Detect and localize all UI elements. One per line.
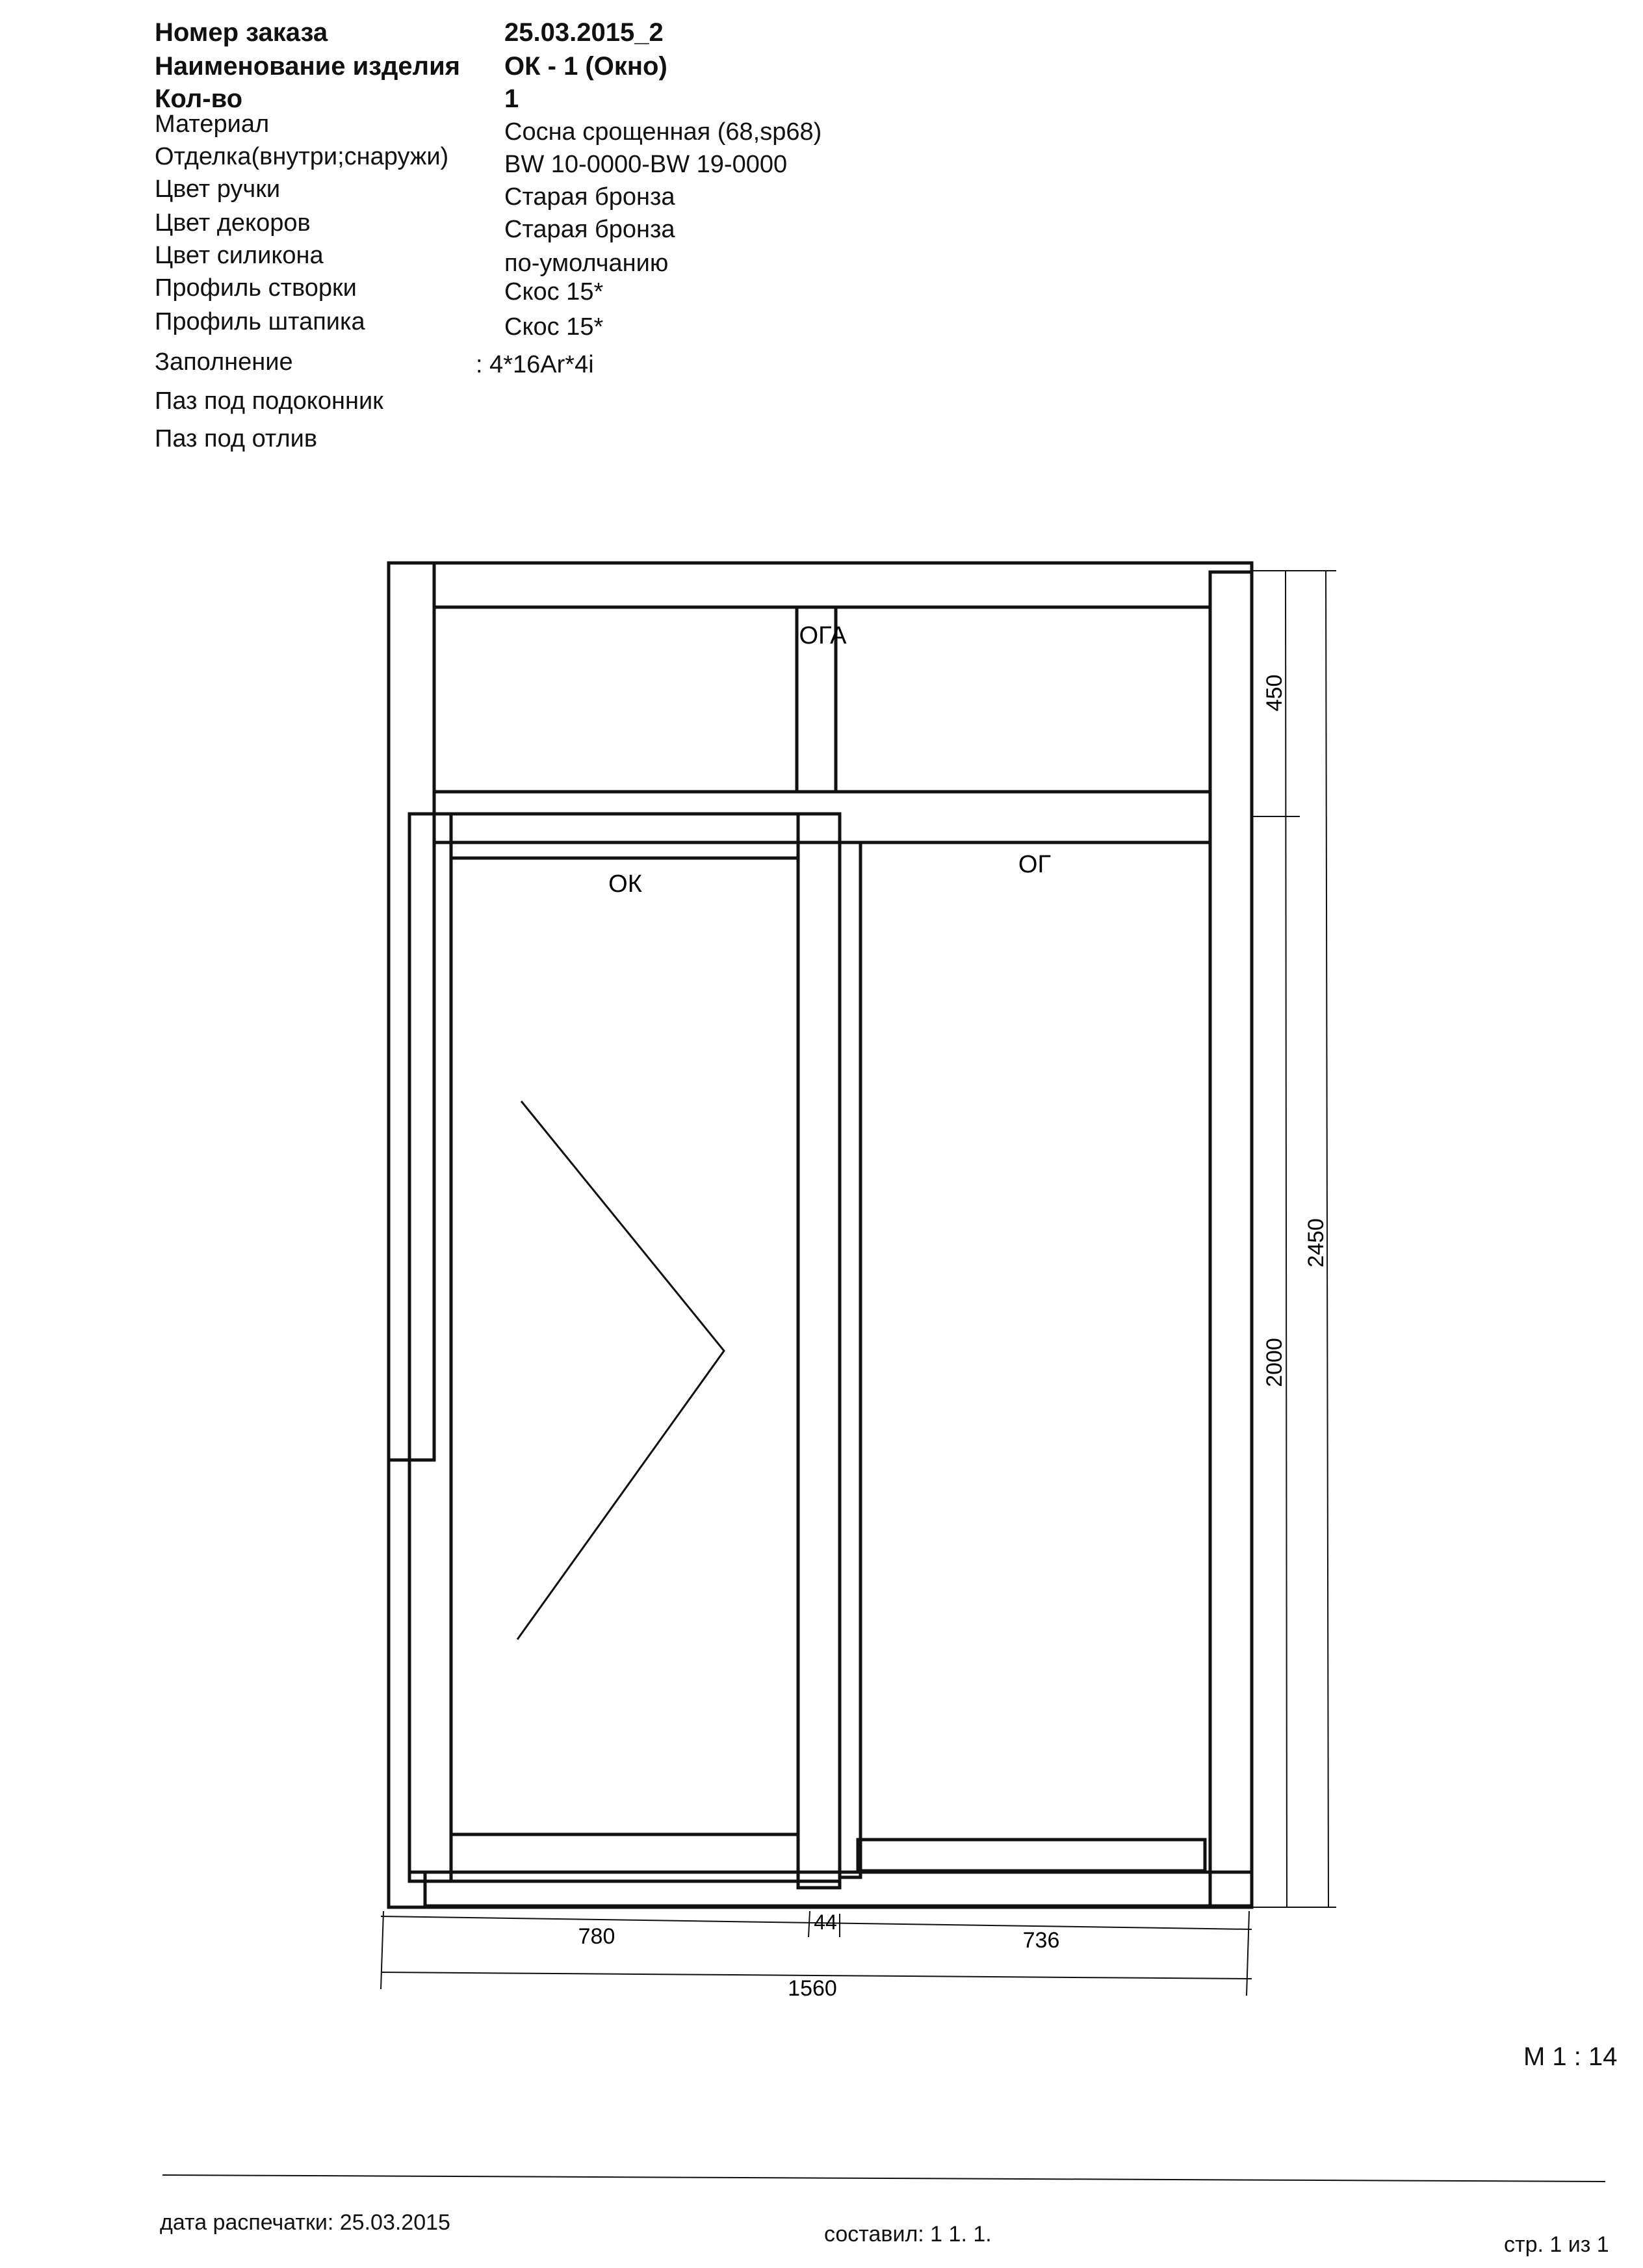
- spec-label: Цвет декоров: [155, 209, 311, 237]
- spec-label: Заполнение: [155, 348, 293, 376]
- label-sash: ОК: [608, 870, 642, 898]
- outer-frame: [389, 563, 1252, 1907]
- spec-value: по-умолчанию: [504, 250, 669, 277]
- spec-label: Профиль штапика: [155, 308, 365, 335]
- spec-value: 1: [504, 85, 519, 113]
- spec-label: Цвет силикона: [155, 242, 324, 269]
- fixed-pane-og: [858, 842, 1210, 1871]
- central-mullion: [798, 814, 840, 1888]
- print-date: дата распечатки: 25.03.2015: [160, 2210, 450, 2235]
- spec-value: Скос 15*: [504, 278, 604, 306]
- spec-value: ОК - 1 (Окно): [504, 52, 667, 81]
- spec-label: Паз под отлив: [155, 425, 318, 452]
- spec-label: Кол-во: [155, 85, 243, 113]
- page-number: стр. 1 из 1: [1504, 2232, 1609, 2257]
- dim-right-width: 736: [1022, 1928, 1060, 1953]
- transom-bar: [434, 792, 1210, 842]
- left-jamb: [389, 563, 434, 1460]
- spec-value: Скос 15*: [504, 313, 604, 341]
- spec-value: Старая бронза: [504, 183, 675, 211]
- spec-label: Материал: [155, 111, 270, 138]
- dim-transom-height: 450: [1262, 674, 1287, 712]
- spec-label: Цвет ручки: [155, 176, 281, 203]
- label-transom: ОГА: [799, 622, 847, 649]
- spec-label: Номер заказа: [155, 18, 328, 47]
- label-fixed: ОГ: [1018, 851, 1052, 878]
- mullion-strip: [840, 842, 860, 1877]
- sash-ok: [409, 814, 840, 1907]
- drawing-scale: М 1 : 14: [1523, 2042, 1618, 2071]
- footer-rule: [162, 2175, 1605, 2182]
- spec-value: : 4*16Ar*4i: [476, 351, 594, 378]
- spec-label: Профиль створки: [155, 274, 357, 302]
- spec-label: Отделка(внутри;снаружи): [155, 143, 449, 170]
- dim-lower-height: 2000: [1262, 1338, 1287, 1387]
- spec-value: Сосна срощенная (68,sp68): [504, 118, 822, 146]
- right-jamb: [1210, 572, 1252, 1906]
- dim-total-height: 2450: [1304, 1218, 1328, 1268]
- spec-value: 25.03.2015_2: [504, 18, 664, 47]
- spec-value: Старая бронза: [504, 216, 675, 243]
- dim-left-width: 780: [578, 1924, 615, 1949]
- compiled-by: составил: 1 1. 1.: [824, 2222, 992, 2247]
- dim-mullion: 44: [814, 1910, 837, 1934]
- opening-direction-mark: [517, 1101, 724, 1639]
- spec-value: BW 10-0000-BW 19-0000: [504, 151, 788, 178]
- dim-total-width: 1560: [788, 1976, 837, 2001]
- spec-label: Наименование изделия: [155, 52, 461, 81]
- spec-label: Паз под подоконник: [155, 387, 383, 415]
